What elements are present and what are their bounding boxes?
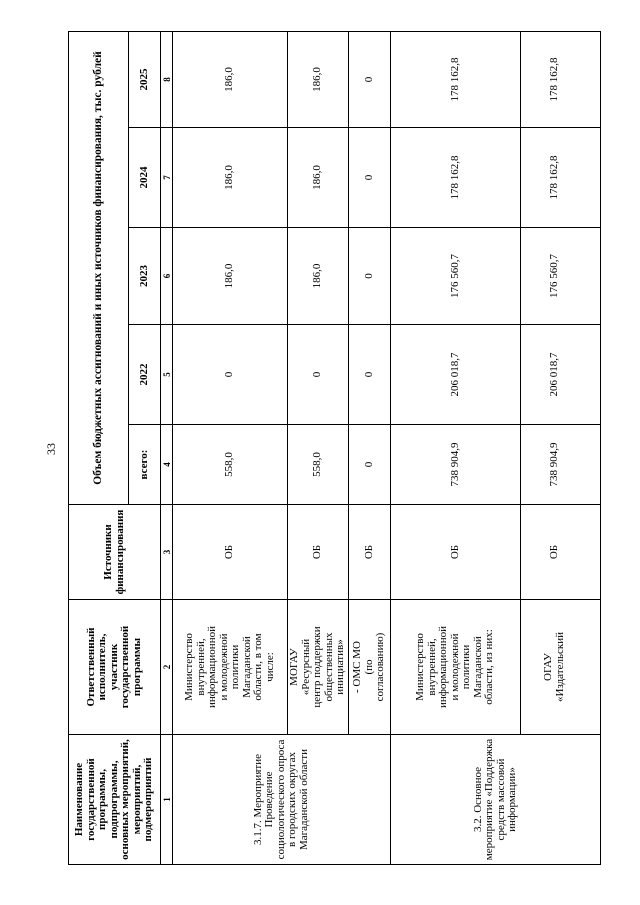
source-cell: ОБ	[349, 505, 391, 600]
column-number: 6	[161, 228, 173, 325]
value-2023-cell: 186,0	[288, 228, 349, 325]
value-total-cell: 558,0	[288, 425, 349, 505]
header-year: 2025	[129, 31, 161, 127]
value-total-cell: 738 904,9	[521, 425, 601, 505]
source-cell: ОБ	[391, 505, 521, 600]
value-2022-cell: 0	[349, 325, 391, 425]
measure-name-cell: 3.1.7. Мероприятие Проведение социологического опроса в городских округах Магаданской области	[173, 735, 391, 865]
table-row	[391, 31, 521, 864]
page-number: 33	[44, 443, 58, 455]
column-number: 2	[161, 600, 173, 735]
value-2024-cell: 186,0	[173, 128, 288, 228]
header-year: 2022	[129, 325, 161, 425]
column-number: 1	[161, 735, 173, 865]
executor-cell: Министерство внутренней, информационной и молодежной политики Магаданской области, из них:	[391, 600, 521, 735]
value-2022-cell: 0	[173, 325, 288, 425]
column-number: 4	[161, 425, 173, 505]
header-source-column: Источники финансирования	[69, 505, 161, 600]
value-2024-cell: 0	[349, 128, 391, 228]
funding-table-sheet	[68, 32, 600, 865]
value-2025-cell: 186,0	[173, 31, 288, 127]
value-total-cell: 558,0	[173, 425, 288, 505]
executor-cell: МОГАУ «Ресурсный центр поддержки общественных инициатив»	[288, 600, 349, 735]
column-number: 7	[161, 128, 173, 228]
header-name-column: Наименование государственной программы, подпрограммы, основных мероприятий, мероприятий, подмероприятий	[69, 735, 161, 865]
value-2024-cell: 186,0	[288, 128, 349, 228]
value-2024-cell: 178 162,8	[521, 128, 601, 228]
header-year: 2024	[129, 128, 161, 228]
header-total: всего:	[129, 425, 161, 505]
header-year: 2023	[129, 228, 161, 325]
executor-cell: Министерство внутренней, информационной и молодежной политики Магаданской области, в том числе:	[173, 600, 288, 735]
value-2025-cell: 186,0	[288, 31, 349, 127]
column-number-row	[161, 31, 173, 864]
header-executor-column: Ответственный исполнитель, участник государственной программы	[69, 600, 161, 735]
executor-cell: ОГАУ «Издательский	[521, 600, 601, 735]
funding-table	[68, 31, 601, 865]
value-2023-cell: 186,0	[173, 228, 288, 325]
value-2025-cell: 178 162,8	[391, 31, 521, 127]
table-row	[173, 31, 288, 864]
value-2022-cell: 0	[288, 325, 349, 425]
value-2023-cell: 176 560,7	[391, 228, 521, 325]
column-number: 5	[161, 325, 173, 425]
value-total-cell: 738 904,9	[391, 425, 521, 505]
value-2025-cell: 0	[349, 31, 391, 127]
executor-cell: - ОМС МО (по согласованию)	[349, 600, 391, 735]
source-cell: ОБ	[521, 505, 601, 600]
column-number: 3	[161, 505, 173, 600]
measure-name-cell: 3.2. Основное мероприятие «Поддержка средств массовой информации»	[391, 735, 601, 865]
source-cell: ОБ	[173, 505, 288, 600]
value-2025-cell: 178 162,8	[521, 31, 601, 127]
column-number: 8	[161, 31, 173, 127]
value-2023-cell: 0	[349, 228, 391, 325]
header-funding-column: Объем бюджетных ассигнований и иных источников финансирования, тыс. рублей	[69, 31, 129, 504]
value-2022-cell: 206 018,7	[521, 325, 601, 425]
value-2023-cell: 176 560,7	[521, 228, 601, 325]
value-total-cell: 0	[349, 425, 391, 505]
source-cell: ОБ	[288, 505, 349, 600]
value-2022-cell: 206 018,7	[391, 325, 521, 425]
value-2024-cell: 178 162,8	[391, 128, 521, 228]
header-row	[69, 31, 129, 864]
